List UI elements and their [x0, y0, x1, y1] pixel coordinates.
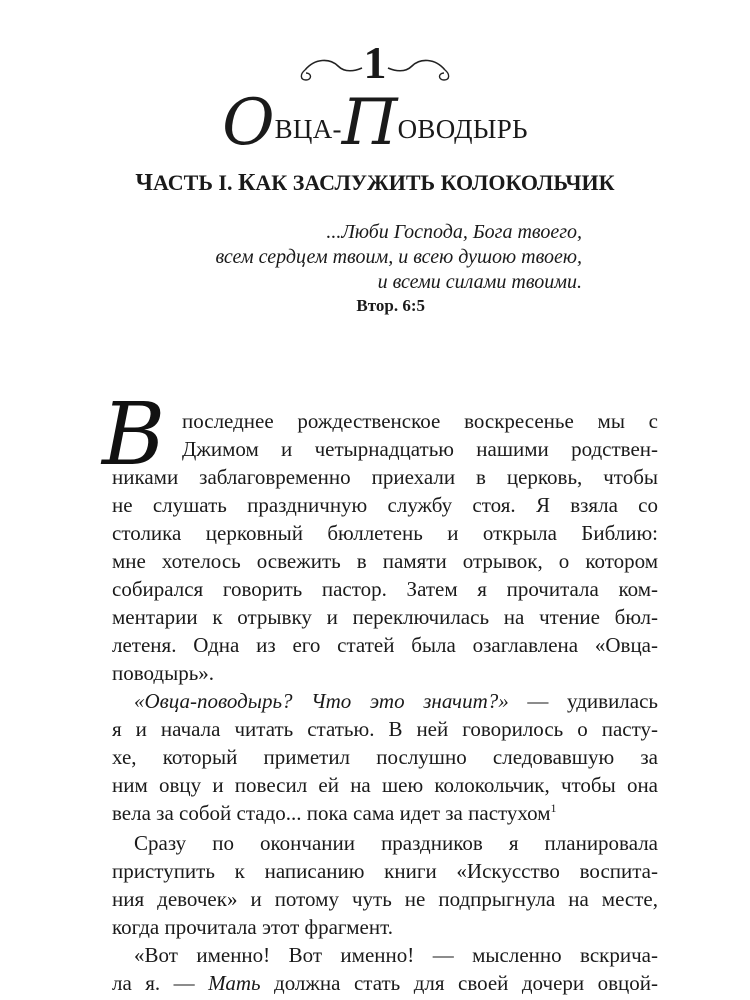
body-line: Джимом и четырнадцатью нашими родствен-	[182, 437, 658, 461]
body-line	[134, 687, 658, 715]
part-title	[0, 168, 750, 198]
part-title-initial-1: Ч	[135, 170, 153, 196]
body-line: ментарии к отрывку и переключилась на чтение бюл-	[112, 605, 658, 629]
drop-cap: В	[102, 385, 166, 485]
body-line: мне хотелось освежить в памяти отрывок, о котором	[112, 549, 658, 573]
body-line: поводырь».	[112, 661, 215, 685]
body-line: столика церковный бюллетень и открыла Библию:	[112, 521, 658, 545]
body-line: я и начала читать статью. В ней говорилось о пасту-	[112, 717, 658, 741]
body-line-text: ла я. —	[112, 971, 209, 995]
body-line: не слушать праздничную службу стоя. Я взяла со	[112, 493, 658, 517]
chapter-number-ornament	[0, 38, 750, 88]
chapter-title-part-2: ОВОДЫРЬ	[397, 114, 528, 144]
footnote-marker: 1	[550, 801, 557, 815]
epigraph-line: ...Люби Господа, Бога твоего,	[326, 221, 582, 243]
body-line	[112, 969, 658, 997]
body-line: приступить к написанию книги «Искусство воспита-	[112, 859, 658, 883]
body-line: летеня. Одна из его статей была озаглавлена «Овца-	[112, 633, 658, 657]
body-line	[112, 799, 658, 827]
epigraph-line: всем сердцем твоим, и всею душою твоею,	[215, 246, 582, 268]
chapter-number: 1	[363, 37, 387, 88]
body-line: хе, который приметил послушно следовавшую за	[112, 745, 658, 769]
body-line: Сразу по окончании праздников я планировала	[134, 831, 658, 855]
body-line: ним овцу и повесил ей на шею колокольчик, чтобы она	[112, 773, 658, 797]
epigraph-reference: Втор. 6:5	[356, 296, 425, 315]
body-line: никами заблаговременно приехали в церковь, чтобы	[112, 465, 658, 489]
body-line: собирался говорить пастор. Затем я прочитала ком-	[112, 577, 658, 601]
italic-word: Мать	[208, 971, 261, 995]
body-line-text: должна стать для своей дочери овцой-	[260, 971, 658, 995]
epigraph	[215, 220, 582, 295]
part-title-initial-2: К	[237, 170, 256, 196]
chapter-title-part-1: ВЦА-	[274, 114, 342, 144]
body-line: ния девочек» и потому чуть не подпрыгнула на месте,	[112, 887, 658, 911]
part-title-prefix: АСТЬ I.	[153, 170, 238, 195]
italic-quote: «Овца-поводырь? Что это значит?»	[134, 689, 509, 713]
body-line-text: — удивилась	[508, 689, 659, 713]
chapter-title	[0, 88, 750, 164]
body-line: когда прочитала этот фрагмент.	[112, 915, 393, 939]
chapter-title-initial-2: П	[341, 86, 398, 160]
chapter-title-initial-1: О	[222, 86, 275, 160]
part-title-text: АК ЗАСЛУЖИТЬ КОЛОКОЛЬЧИК	[255, 170, 615, 195]
epigraph-line: и всеми силами твоими.	[377, 271, 582, 293]
body-line: «Вот именно! Вот именно! — мысленно вскрича-	[134, 943, 658, 967]
body-line: последнее рождественское воскресенье мы с	[182, 409, 658, 433]
body-line-text: вела за собой стадо... пока сама идет за пастухом	[112, 801, 551, 825]
